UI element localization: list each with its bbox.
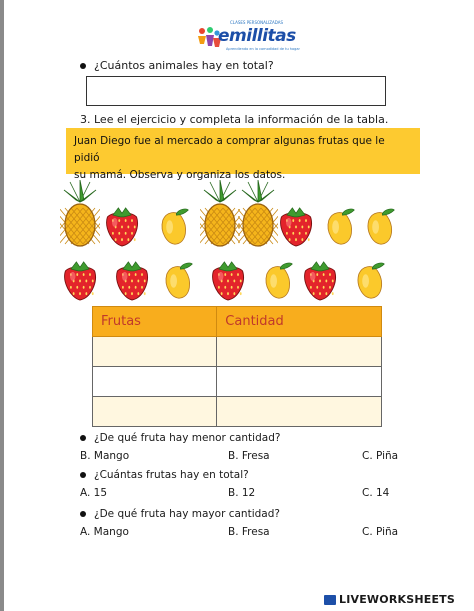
mango-icon xyxy=(322,206,356,252)
question-total-animals xyxy=(80,59,274,72)
story-line-1: Juan Diego fue al mercado a comprar algunas frutas que le pidió xyxy=(74,135,385,164)
option-q3-c[interactable]: C. Piña xyxy=(362,526,399,538)
mango-icon xyxy=(260,260,294,306)
table-header-cantidad: Cantidad xyxy=(217,307,382,337)
logo-top-text: CLASES PERSONALIZADAS xyxy=(230,20,284,25)
footer-text: LIVEWORKSHEETS xyxy=(339,593,455,606)
table-cell-fruta[interactable] xyxy=(93,397,217,427)
bullet-icon xyxy=(80,511,86,517)
table-cell-cantidad[interactable] xyxy=(217,397,382,427)
strawberry-icon xyxy=(112,258,152,306)
bullet-icon xyxy=(80,63,86,69)
option-q1-a[interactable]: B. Mango xyxy=(80,450,130,462)
logo-name: emillitas xyxy=(218,26,296,46)
pineapple-icon xyxy=(60,180,100,252)
logo-subtitle: Aprendiendo en la comodidad de tu hogar xyxy=(226,47,300,51)
liveworksheets-logo-icon xyxy=(324,595,336,605)
pineapple-icon xyxy=(238,180,278,252)
option-q2-b[interactable]: B. 12 xyxy=(228,487,256,499)
emillitas-logo xyxy=(196,20,300,52)
pineapple-icon xyxy=(200,180,240,252)
table-row xyxy=(93,337,382,367)
story-line-2: su mamá. Observa y organiza los datos. xyxy=(74,169,286,181)
option-q3-a[interactable]: A. Mango xyxy=(80,526,129,538)
bullet-icon xyxy=(80,472,86,478)
table-header-frutas: Frutas xyxy=(93,307,217,337)
table-cell-fruta[interactable] xyxy=(93,367,217,397)
question-text: ¿Cuántas frutas hay en total? xyxy=(94,469,249,481)
question-text: ¿De qué fruta hay menor cantidad? xyxy=(94,432,281,444)
table-header-row xyxy=(93,307,382,337)
question-mayor-cantidad xyxy=(80,508,280,520)
table-cell-fruta[interactable] xyxy=(93,337,217,367)
strawberry-icon xyxy=(60,258,100,306)
fruit-table xyxy=(92,306,382,427)
mango-icon xyxy=(362,206,396,252)
table-row xyxy=(93,397,382,427)
mango-icon xyxy=(352,260,386,306)
liveworksheets-footer xyxy=(324,593,455,606)
question-text: ¿De qué fruta hay mayor cantidad? xyxy=(94,508,280,520)
strawberry-icon xyxy=(276,204,316,252)
option-q1-b[interactable]: B. Fresa xyxy=(228,450,270,462)
question-total-animals-text: ¿Cuántos animales hay en total? xyxy=(94,59,274,72)
option-q2-a[interactable]: A. 15 xyxy=(80,487,108,499)
mango-icon xyxy=(156,206,190,252)
question-menor-cantidad xyxy=(80,432,280,444)
strawberry-icon xyxy=(300,258,340,306)
bullet-icon xyxy=(80,435,86,441)
fruit-row-1 xyxy=(60,180,410,250)
table-row xyxy=(93,367,382,397)
strawberry-icon xyxy=(102,204,142,252)
story-box xyxy=(66,128,420,181)
question-total-frutas xyxy=(80,469,249,481)
option-q2-c[interactable]: C. 14 xyxy=(362,487,390,499)
table-cell-cantidad[interactable] xyxy=(217,367,382,397)
table-cell-cantidad[interactable] xyxy=(217,337,382,367)
instruction-text: 3. Lee el ejercicio y completa la información de la tabla. xyxy=(80,113,389,126)
strawberry-icon xyxy=(208,258,248,306)
answer-box-total-animals[interactable] xyxy=(86,76,386,106)
mango-icon xyxy=(160,260,194,306)
option-q1-c[interactable]: C. Piña xyxy=(362,450,399,462)
option-q3-b[interactable]: B. Fresa xyxy=(228,526,270,538)
